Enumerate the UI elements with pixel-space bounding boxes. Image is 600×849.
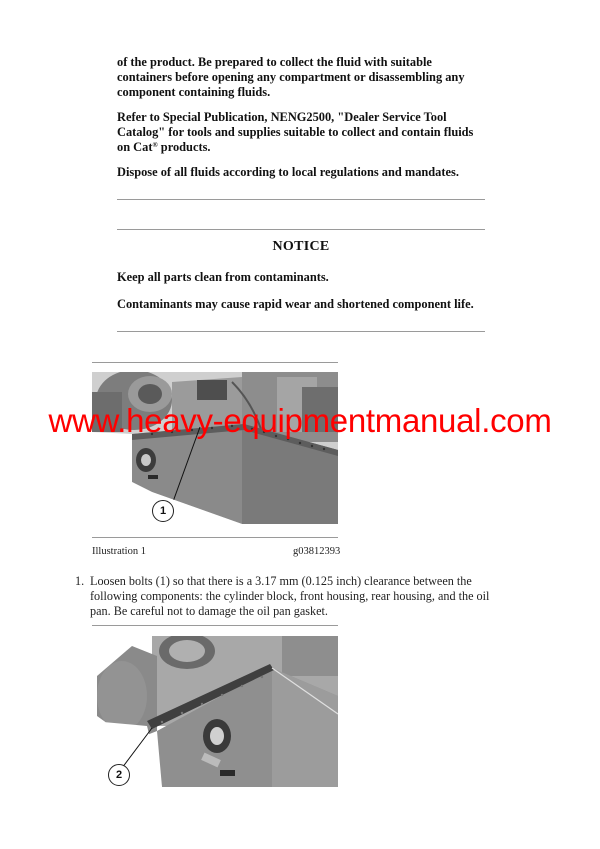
reference-text: Refer to Special Publication, NENG2500, "Dealer Service Tool Catalog" for tools and supplies suitable to collect and contain fluids on Cat — [117, 110, 474, 155]
step-text: Loosen bolts (1) so that there is a 3.17 mm (0.125 inch) clearance between the following components: the cylinder block, front housing, rear housing, and the oil pan. Be careful not to damage the oil pan gasket. — [90, 574, 490, 619]
notice-paragraph-clean: Keep all parts clean from contaminants. — [117, 270, 329, 284]
illustration2-engine-image — [92, 636, 338, 787]
notice-heading: NOTICE — [272, 239, 330, 254]
warning-paragraph-dispose: Dispose of all fluids according to local regulations and mandates. — [117, 165, 459, 179]
step-1 — [75, 574, 505, 620]
illustration1-engine-image — [92, 372, 338, 524]
illustration1-top-divider — [92, 362, 338, 363]
notice-paragraph-contaminants: Contaminants may cause rapid wear and shortened component life. — [117, 297, 474, 311]
watermark-url: www.heavy-equipmentmanual.com — [48, 402, 552, 439]
illustration2-top-divider — [92, 625, 338, 626]
registered-mark: ® — [152, 141, 158, 150]
notice-bottom-divider — [117, 331, 485, 332]
warning-paragraph-collect-fluid: of the product. Be prepared to collect the fluid with suitable containers before opening any compartment or disassembling any component containing fluids. — [117, 55, 465, 100]
reference-text-end: products. — [157, 140, 211, 155]
engine-oil-pan-drawing-2 — [92, 636, 338, 787]
callout-2: 2 — [108, 764, 130, 786]
notice-top-divider — [117, 229, 485, 230]
illustration1-code: g03812393 — [293, 546, 341, 557]
warning-paragraph-reference — [117, 110, 487, 156]
engine-oil-pan-drawing-1 — [92, 372, 338, 524]
step-number: 1. — [75, 574, 85, 588]
callout-1: 1 — [152, 500, 174, 522]
warning-end-divider — [117, 199, 485, 200]
illustration1-bottom-divider — [92, 537, 338, 538]
illustration1-label: Illustration 1 — [92, 546, 146, 557]
